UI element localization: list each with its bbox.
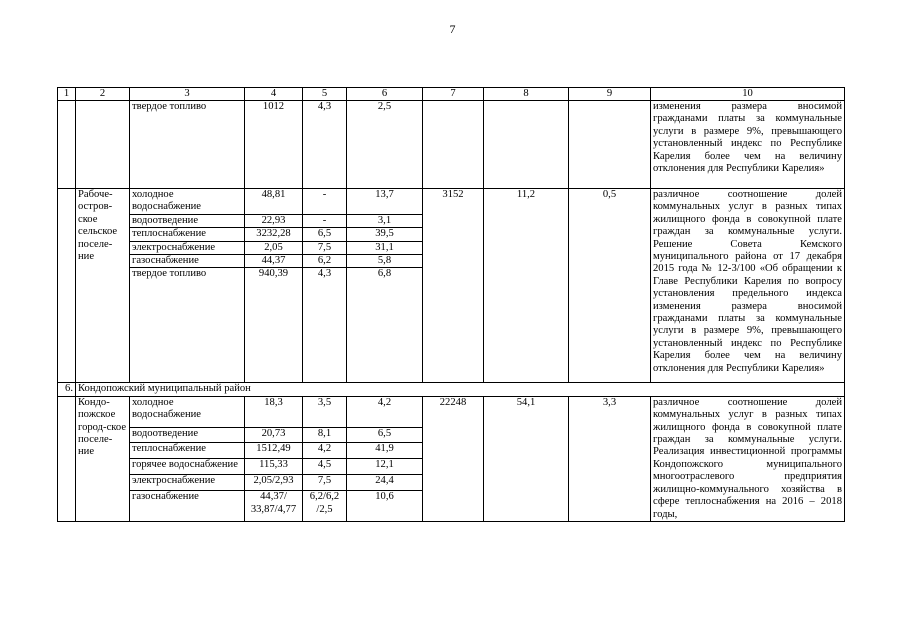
value-cell: 22,93 bbox=[245, 214, 303, 227]
section-title: Кондопожский муниципальный район bbox=[76, 383, 845, 396]
value-cell: 20,73 bbox=[245, 427, 303, 443]
service-name: газоснабжение bbox=[130, 255, 245, 268]
value-cell: 3,3 bbox=[569, 396, 651, 521]
value-cell: 115,33 bbox=[245, 459, 303, 475]
value-cell: 22248 bbox=[423, 396, 484, 521]
value-cell: 3,5 bbox=[303, 396, 347, 427]
service-name: горячее водоснабжение bbox=[130, 459, 245, 475]
value-cell: 1512,49 bbox=[245, 443, 303, 459]
service-name: холодное водоснабжение bbox=[130, 396, 245, 427]
value-cell: 39,5 bbox=[347, 228, 423, 241]
value-cell: 6,2/6,2 /2,5 bbox=[303, 491, 347, 522]
value-cell: 44,37/ 33,87/4,77 bbox=[245, 491, 303, 522]
settlement-name: Рабоче-остров-ское сельское поселе-ние bbox=[76, 189, 130, 383]
value-cell: 7,5 bbox=[303, 475, 347, 491]
value-cell: 4,5 bbox=[303, 459, 347, 475]
service-name: теплоснабжение bbox=[130, 443, 245, 459]
value-cell: 6,8 bbox=[347, 268, 423, 383]
value-cell: 3152 bbox=[423, 189, 484, 383]
header-cell: 6 bbox=[347, 88, 423, 101]
value-cell: 13,7 bbox=[347, 189, 423, 215]
value-cell: - bbox=[303, 189, 347, 215]
value-cell: 10,6 bbox=[347, 491, 423, 522]
value-cell: 18,3 bbox=[245, 396, 303, 427]
table-row bbox=[58, 101, 845, 189]
table-row bbox=[58, 396, 845, 427]
section-number: 6. bbox=[58, 383, 76, 396]
value-cell: 7,5 bbox=[303, 241, 347, 254]
value-cell: 2,5 bbox=[347, 101, 423, 189]
value-cell: 1012 bbox=[245, 101, 303, 189]
value-cell: 41,9 bbox=[347, 443, 423, 459]
note-cell: изменения размера вносимой гражданами платы за коммунальные услуги в размере 9%, превышающего установленный индекс по Республике Карелия более чем на величину отклонения для Республики Карелия» bbox=[651, 101, 845, 189]
header-cell: 4 bbox=[245, 88, 303, 101]
value-cell: 940,39 bbox=[245, 268, 303, 383]
value-cell: 5,8 bbox=[347, 255, 423, 268]
page-number: 7 bbox=[449, 22, 456, 36]
note-cell: различное соотношение долей коммунальных услуг в разных типах жилищного фонда в совокупной плате граждан за коммунальные услуги. Реализация инвестиционной программы Кондопожского муниципального многоотраслевого предприятия жилищно-коммунального хозяйства в сфере теплоснабжения на 2016 – 2018 годы, bbox=[651, 396, 845, 521]
header-cell: 9 bbox=[569, 88, 651, 101]
header-cell: 1 bbox=[58, 88, 76, 101]
value-cell: 4,2 bbox=[303, 443, 347, 459]
column-number-row bbox=[58, 88, 845, 101]
value-cell: 4,3 bbox=[303, 101, 347, 189]
service-name: водоотведение bbox=[130, 427, 245, 443]
value-cell: 4,2 bbox=[347, 396, 423, 427]
service-name: холодное водоснабжение bbox=[130, 189, 245, 215]
header-cell: 3 bbox=[130, 88, 245, 101]
service-name: газоснабжение bbox=[130, 491, 245, 522]
service-name: водоотведение bbox=[130, 214, 245, 227]
value-cell: 4,3 bbox=[303, 268, 347, 383]
utility-tariff-table bbox=[57, 87, 845, 522]
value-cell: 8,1 bbox=[303, 427, 347, 443]
value-cell: 44,37 bbox=[245, 255, 303, 268]
service-name: твердое топливо bbox=[130, 268, 245, 383]
header-cell: 8 bbox=[484, 88, 569, 101]
note-cell: различное соотношение долей коммунальных услуг в разных типах жилищного фонда в совокупной плате граждан за коммунальные услуги. Решение Совета Кемского муниципального района от 17 декабря 2015 года № 12-3/100 «Об обращении к Главе Республики Карелия по вопросу установления предельного индекса изменения размера вносимой гражданами платы за коммунальные услуги в размере 9%, превышающего установленный индекс по Республике Карелия более чем на величину отклонения для Республики Карелия» bbox=[651, 189, 845, 383]
value-cell: - bbox=[303, 214, 347, 227]
section-row bbox=[58, 383, 845, 396]
value-cell: 3232,28 bbox=[245, 228, 303, 241]
value-cell: 2,05 bbox=[245, 241, 303, 254]
value-cell: 3,1 bbox=[347, 214, 423, 227]
value-cell: 48,81 bbox=[245, 189, 303, 215]
value-cell: 12,1 bbox=[347, 459, 423, 475]
service-name: твердое топливо bbox=[130, 101, 245, 189]
value-cell: 11,2 bbox=[484, 189, 569, 383]
header-cell: 7 bbox=[423, 88, 484, 101]
value-cell: 54,1 bbox=[484, 396, 569, 521]
value-cell: 6,5 bbox=[303, 228, 347, 241]
header-cell: 10 bbox=[651, 88, 845, 101]
service-name: электроснабжение bbox=[130, 475, 245, 491]
value-cell: 0,5 bbox=[569, 189, 651, 383]
settlement-name: Кондо-пожское город-ское поселе-ние bbox=[76, 396, 130, 521]
value-cell: 31,1 bbox=[347, 241, 423, 254]
value-cell: 6,5 bbox=[347, 427, 423, 443]
value-cell: 6,2 bbox=[303, 255, 347, 268]
header-cell: 2 bbox=[76, 88, 130, 101]
value-cell: 2,05/2,93 bbox=[245, 475, 303, 491]
header-cell: 5 bbox=[303, 88, 347, 101]
service-name: теплоснабжение bbox=[130, 228, 245, 241]
value-cell: 24,4 bbox=[347, 475, 423, 491]
table-row bbox=[58, 189, 845, 215]
service-name: электроснабжение bbox=[130, 241, 245, 254]
